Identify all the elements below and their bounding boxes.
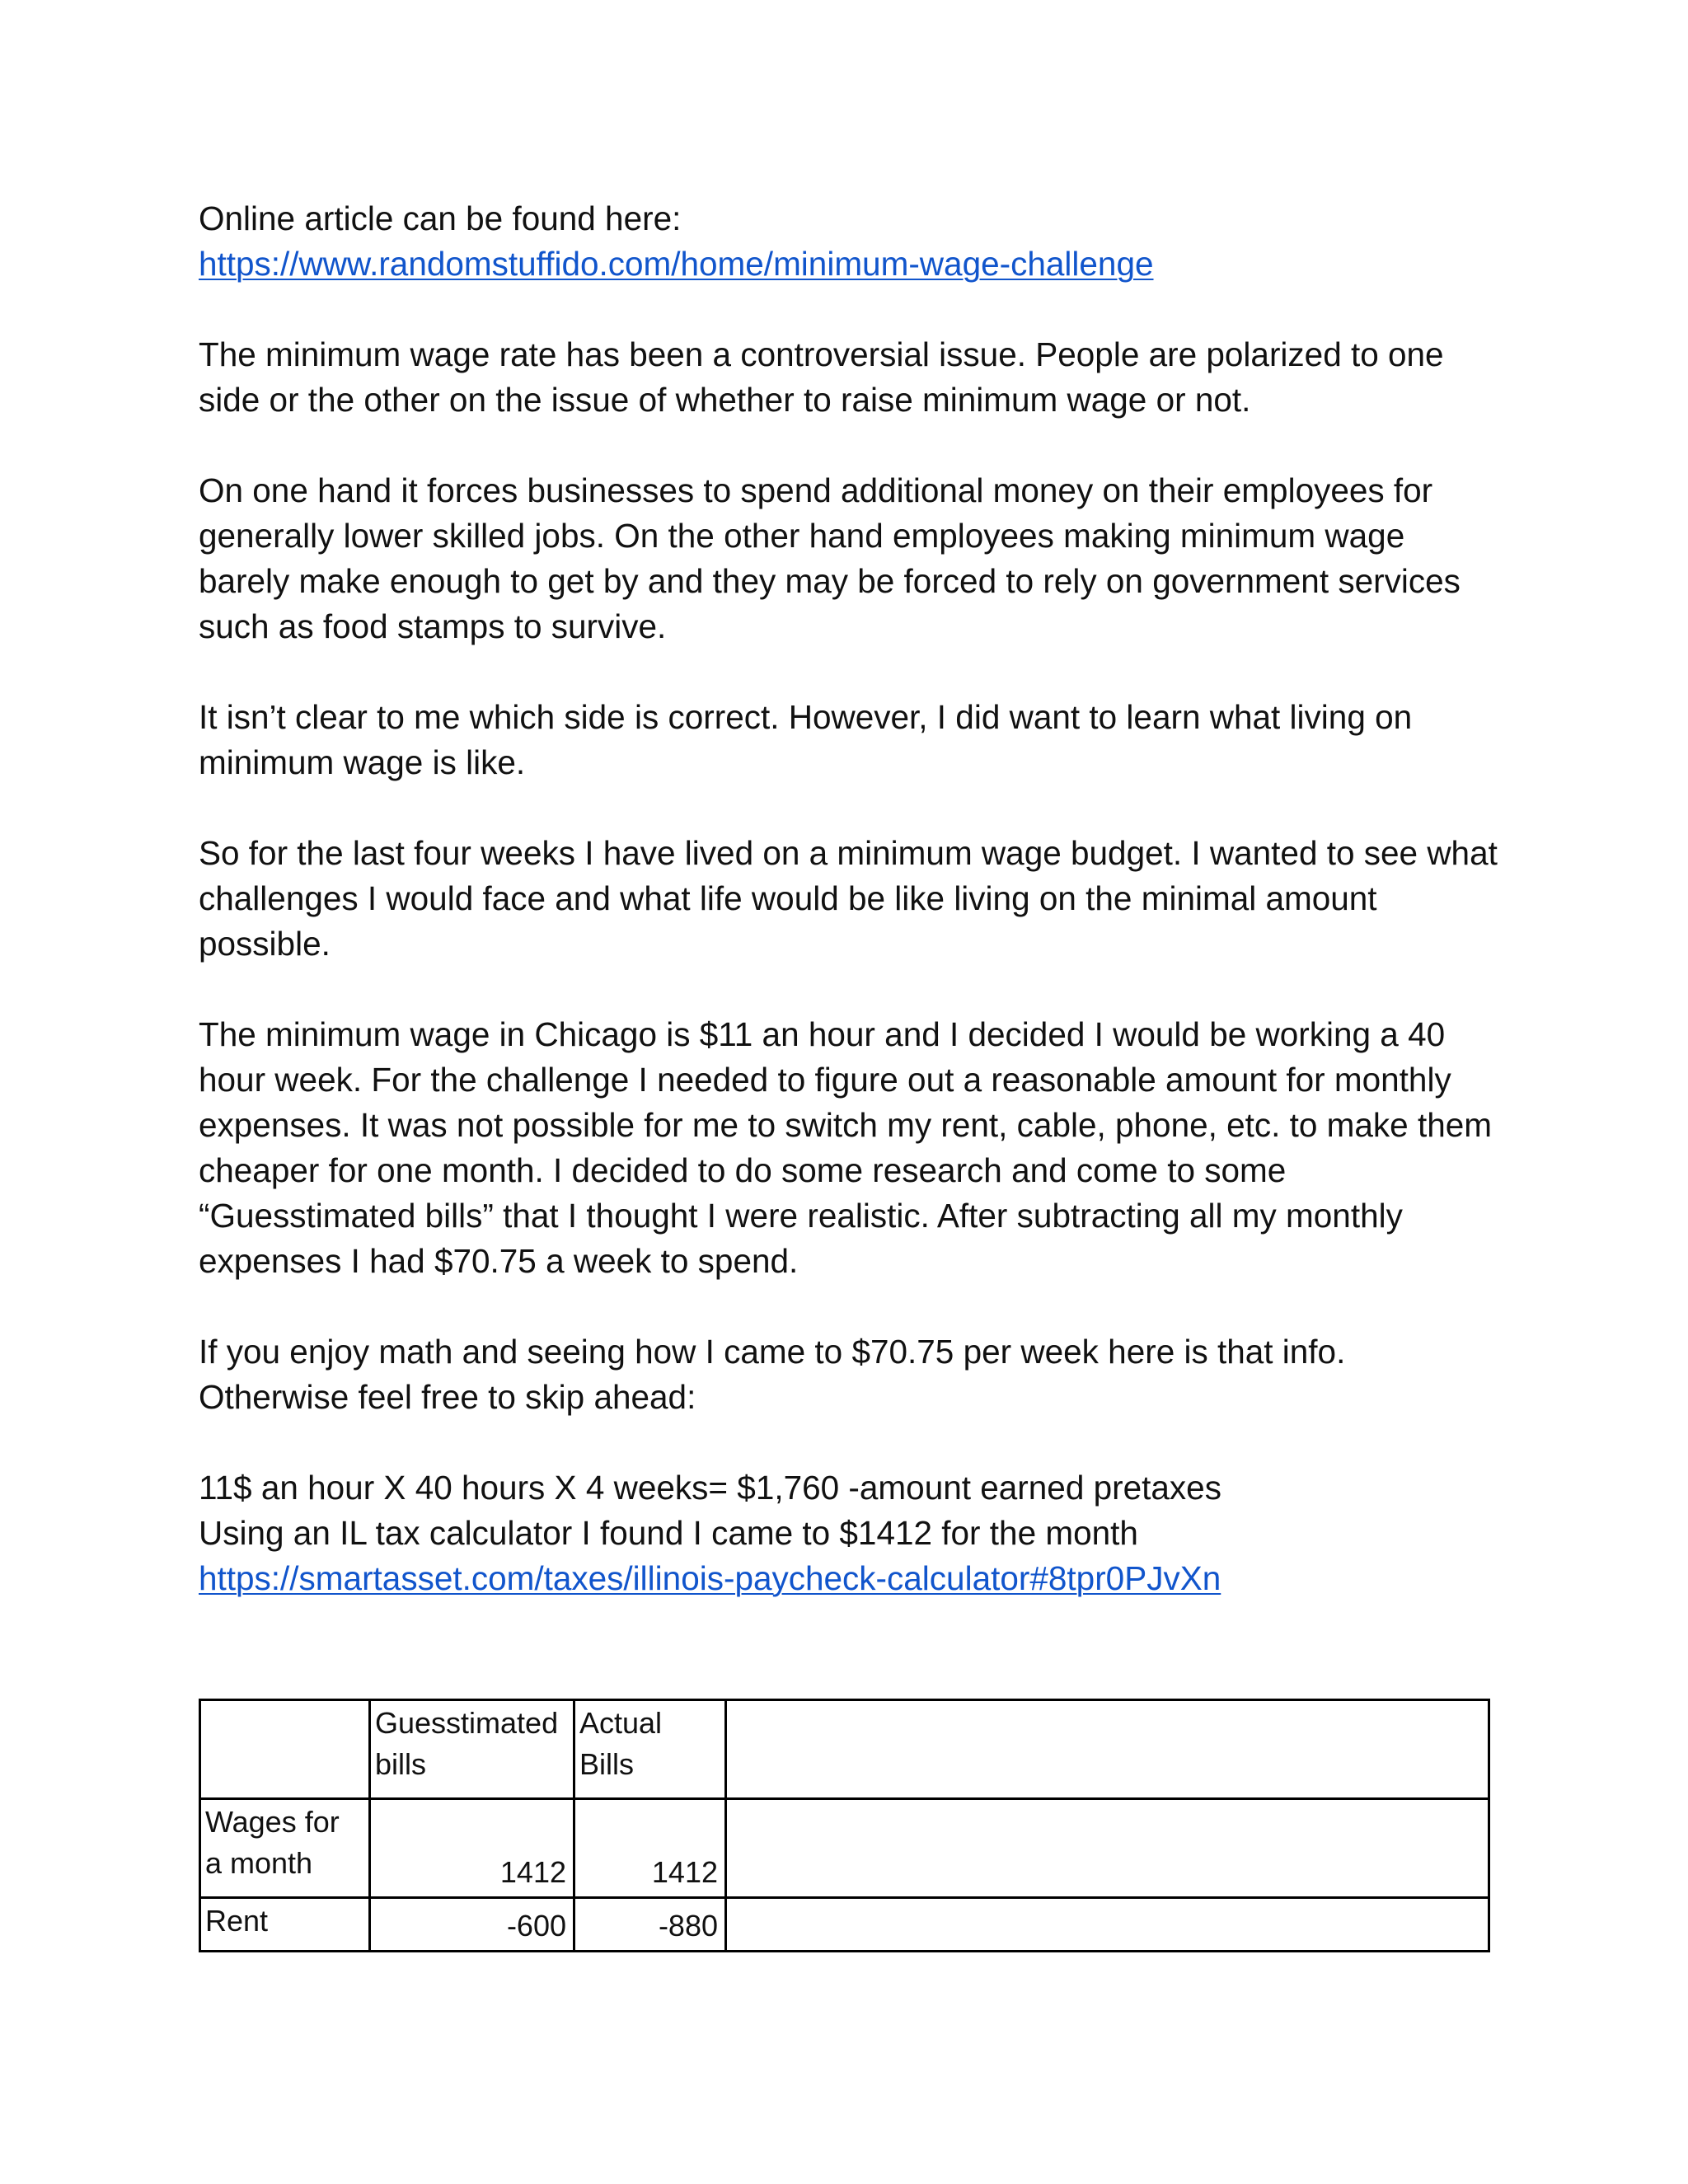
- article-source-paragraph: [199, 196, 1493, 287]
- row-label-text: Wages for: [205, 1805, 340, 1839]
- table-row: [200, 1799, 1489, 1898]
- text-line: such as food stamps to survive.: [199, 607, 667, 645]
- note-cell: [726, 1799, 1489, 1898]
- text-line: expenses I had $70.75 a week to spend.: [199, 1242, 799, 1280]
- text-line: possible.: [199, 925, 331, 963]
- intro-label: Online article can be found here:: [199, 199, 682, 237]
- header-text: Guesstimated: [375, 1706, 559, 1740]
- text-line: So for the last four weeks I have lived on a minimum wage budget. I wanted to see what: [199, 834, 1498, 872]
- table-row: [200, 1898, 1489, 1952]
- table-cell-empty: [200, 1700, 370, 1799]
- text-line: hour week. For the challenge I needed to figure out a reasonable amount for monthly: [199, 1061, 1451, 1099]
- table-header-actual: [574, 1700, 726, 1799]
- text-line: It isn’t clear to me which side is correct. However, I did want to learn what living on: [199, 698, 1413, 736]
- guesstimated-value: 1412: [370, 1799, 574, 1898]
- text-line: Otherwise feel free to skip ahead:: [199, 1378, 696, 1416]
- text-line: cheaper for one month. I decided to do some research and come to some: [199, 1151, 1287, 1189]
- table-header-row: [200, 1700, 1489, 1799]
- text-line: expenses. It was not possible for me to switch my rent, cable, phone, etc. to make them: [199, 1106, 1492, 1144]
- note-cell: [726, 1898, 1489, 1952]
- row-label-text: Rent: [205, 1904, 269, 1938]
- text-line: side or the other on the issue of whether to raise minimum wage or not.: [199, 381, 1251, 419]
- actual-value: 1412: [574, 1799, 726, 1898]
- article-link[interactable]: https://www.randomstuffido.com/home/minimum-wage-challenge: [199, 245, 1154, 283]
- header-text: Actual: [579, 1706, 663, 1740]
- document-body: [199, 196, 1498, 1647]
- bills-table: [199, 1699, 1490, 1952]
- row-label-text: a month: [205, 1846, 313, 1880]
- guesstimated-value: -600: [370, 1898, 574, 1952]
- header-text: Bills: [579, 1747, 635, 1781]
- paragraph-controversy: [199, 332, 1493, 423]
- header-text: bills: [375, 1747, 427, 1781]
- paragraph-math-intro: [199, 1329, 1493, 1420]
- text-line: The minimum wage in Chicago is $11 an hour and I decided I would be working a 40: [199, 1015, 1446, 1053]
- table-cell-empty: [726, 1700, 1489, 1799]
- paragraph-four-weeks: [199, 831, 1498, 967]
- paragraph-chicago-wage: [199, 1012, 1493, 1284]
- row-label: [200, 1799, 370, 1898]
- row-label: [200, 1898, 370, 1952]
- paragraph-unclear: [199, 695, 1493, 785]
- text-line: challenges I would face and what life would be like living on the minimal amount: [199, 879, 1377, 917]
- text-line: barely make enough to get by and they may be forced to rely on government services: [199, 562, 1461, 600]
- text-line: If you enjoy math and seeing how I came to $70.75 per week here is that info.: [199, 1333, 1346, 1371]
- text-line: Using an IL tax calculator I found I came to $1412 for the month: [199, 1514, 1138, 1552]
- text-line: On one hand it forces businesses to spend additional money on their employees for: [199, 471, 1433, 509]
- actual-value: -880: [574, 1898, 726, 1952]
- paragraph-calculation: [199, 1465, 1493, 1601]
- text-line: 11$ an hour X 40 hours X 4 weeks= $1,760 -amount earned pretaxes: [199, 1469, 1221, 1507]
- table-header-guesstimated: [370, 1700, 574, 1799]
- text-line: minimum wage is like.: [199, 743, 526, 781]
- calculator-link[interactable]: https://smartasset.com/taxes/illinois-paycheck-calculator#8tpr0PJvXn: [199, 1559, 1221, 1597]
- text-line: “Guesstimated bills” that I thought I were realistic. After subtracting all my monthly: [199, 1197, 1403, 1235]
- paragraph-both-sides: [199, 468, 1493, 649]
- text-line: The minimum wage rate has been a controversial issue. People are polarized to one: [199, 335, 1444, 373]
- text-line: generally lower skilled jobs. On the other hand employees making minimum wage: [199, 517, 1405, 555]
